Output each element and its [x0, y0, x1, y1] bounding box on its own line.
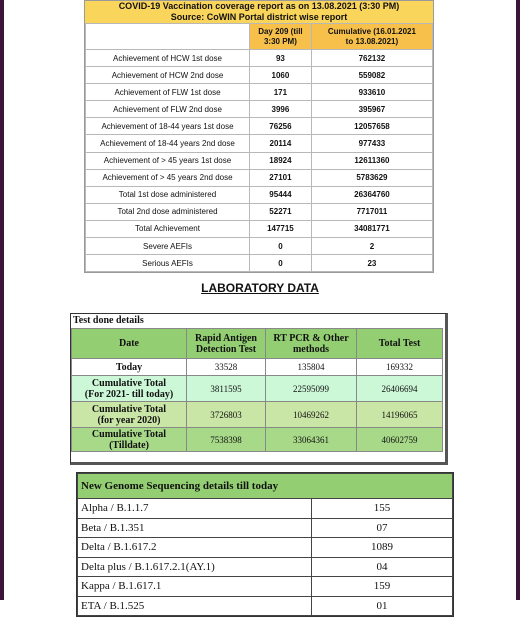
table-row	[78, 577, 453, 597]
row-label: Total Achievement	[86, 220, 250, 237]
vaccination-header-cum-line2: to 13.08.2021)	[345, 36, 399, 46]
table-row	[86, 101, 433, 118]
lab-row-total: 14196065	[357, 402, 443, 428]
vaccination-table	[84, 0, 434, 273]
table-row	[86, 135, 433, 152]
lab-row-rtpcr: 135804	[266, 359, 357, 376]
row-cumulative-value: 2	[311, 238, 432, 255]
row-label: Achievement of HCW 1st dose	[86, 50, 250, 67]
row-cumulative-value: 26364760	[311, 186, 432, 203]
table-row	[86, 186, 433, 203]
row-label: Total 2nd dose administered	[86, 203, 250, 220]
row-label: Total 1st dose administered	[86, 186, 250, 203]
table-row	[78, 557, 453, 577]
lab-row-total: 26406694	[357, 376, 443, 402]
vaccination-header-day	[250, 24, 312, 50]
row-cumulative-value: 762132	[311, 50, 432, 67]
genome-count: 159	[312, 577, 453, 597]
genome-variant: Beta / B.1.351	[78, 518, 312, 538]
lab-header-rapid-line1: Rapid Antigen	[195, 332, 257, 344]
vaccination-title-line1: COVID-19 Vaccination coverage report as on 13.08.2021 (3:30 PM)	[118, 1, 400, 11]
row-cumulative-value: 7717011	[311, 203, 432, 220]
table-row	[72, 376, 443, 402]
genome-title: New Genome Sequencing details till today	[78, 474, 453, 499]
page-border-right	[516, 0, 520, 600]
lab-row-label-line1: Cumulative Total	[91, 428, 167, 440]
genome-table	[76, 472, 454, 617]
table-row	[86, 203, 433, 220]
lab-row-rapid: 3811595	[187, 376, 266, 402]
row-day-value: 52271	[250, 203, 312, 220]
row-day-value: 147715	[250, 220, 312, 237]
row-day-value: 27101	[250, 169, 312, 186]
lab-grid	[71, 328, 443, 452]
row-label: Achievement of HCW 2nd dose	[86, 67, 250, 84]
lab-row-label-line2: (For 2021- till today)	[84, 388, 174, 400]
row-day-value: 171	[250, 84, 312, 101]
lab-header-rtpcr-line1: RT PCR & Other	[273, 332, 349, 344]
page-border-left	[0, 0, 4, 600]
row-day-value: 0	[250, 238, 312, 255]
row-label: Achievement of 18-44 years 2nd dose	[86, 135, 250, 152]
table-row	[86, 255, 433, 272]
vaccination-header-day-line1: Day 209 (till	[258, 26, 303, 36]
row-cumulative-value: 559082	[311, 67, 432, 84]
lab-header-rapid-line2: Detection Test	[195, 343, 257, 355]
table-row	[72, 359, 443, 376]
vaccination-header-row	[86, 24, 433, 50]
table-row	[86, 118, 433, 135]
row-label: Serious AEFIs	[86, 255, 250, 272]
lab-section-title: LABORATORY DATA	[201, 281, 319, 295]
lab-row-label	[72, 359, 187, 376]
genome-variant: Alpha / B.1.1.7	[78, 499, 312, 519]
vaccination-title-line2: Source: CoWIN Portal district wise report	[170, 12, 348, 22]
row-day-value: 18924	[250, 152, 312, 169]
genome-count: 01	[312, 596, 453, 616]
table-row	[72, 402, 443, 428]
row-cumulative-value: 5783629	[311, 169, 432, 186]
table-row	[78, 499, 453, 519]
vaccination-header-cum-line1: Cumulative (16.01.2021	[327, 26, 416, 36]
lab-row-rapid: 3726803	[187, 402, 266, 428]
table-row	[78, 538, 453, 558]
genome-variant: Delta / B.1.617.2	[78, 538, 312, 558]
genome-count: 155	[312, 499, 453, 519]
lab-header-rtpcr	[266, 329, 357, 359]
row-label: Achievement of > 45 years 1st dose	[86, 152, 250, 169]
row-day-value: 95444	[250, 186, 312, 203]
table-row	[86, 84, 433, 101]
lab-row-label-line1: Cumulative Total	[91, 403, 167, 415]
row-label: Achievement of FLW 2nd dose	[86, 101, 250, 118]
row-day-value: 0	[250, 255, 312, 272]
table-row	[86, 152, 433, 169]
row-label: Severe AEFIs	[86, 238, 250, 255]
lab-row-total: 40602759	[357, 428, 443, 452]
lab-row-total: 169332	[357, 359, 443, 376]
vaccination-grid	[85, 23, 433, 272]
lab-header-total: Total Test	[357, 329, 443, 359]
lab-row-rapid: 33528	[187, 359, 266, 376]
lab-row-rapid: 7538398	[187, 428, 266, 452]
lab-row-label	[72, 376, 187, 402]
row-label: Achievement of 18-44 years 1st dose	[86, 118, 250, 135]
row-cumulative-value: 12057658	[311, 118, 432, 135]
row-day-value: 1060	[250, 67, 312, 84]
lab-header-date: Date	[72, 329, 187, 359]
lab-caption: Test done details	[73, 315, 144, 326]
lab-header-row	[72, 329, 443, 359]
row-day-value: 76256	[250, 118, 312, 135]
row-cumulative-value: 933610	[311, 84, 432, 101]
lab-row-rtpcr: 10469262	[266, 402, 357, 428]
lab-row-rtpcr: 22595099	[266, 376, 357, 402]
lab-row-label-line2: (Tilldate)	[109, 439, 149, 451]
genome-count: 1089	[312, 538, 453, 558]
lab-row-label	[72, 428, 187, 452]
vaccination-header-day-line2: 3:30 PM)	[263, 36, 297, 46]
lab-row-label-line1: Today	[115, 361, 143, 373]
table-row	[86, 238, 433, 255]
table-row	[72, 428, 443, 452]
lab-table	[70, 313, 448, 465]
table-row	[78, 518, 453, 538]
genome-count: 07	[312, 518, 453, 538]
row-day-value: 3996	[250, 101, 312, 118]
lab-row-label	[72, 402, 187, 428]
row-day-value: 20114	[250, 135, 312, 152]
genome-variant: ETA / B.1.525	[78, 596, 312, 616]
table-row	[86, 169, 433, 186]
row-cumulative-value: 977433	[311, 135, 432, 152]
row-cumulative-value: 395967	[311, 101, 432, 118]
lab-row-label-line1: Cumulative Total	[91, 377, 167, 389]
table-row	[86, 67, 433, 84]
row-label: Achievement of FLW 1st dose	[86, 84, 250, 101]
vaccination-header-blank	[86, 24, 250, 50]
row-cumulative-value: 12611360	[311, 152, 432, 169]
vaccination-header-cumulative	[311, 24, 432, 50]
table-row	[86, 50, 433, 67]
row-cumulative-value: 34081771	[311, 220, 432, 237]
vaccination-title	[85, 1, 433, 23]
table-row	[86, 220, 433, 237]
lab-header-rtpcr-line2: methods	[292, 343, 330, 355]
row-day-value: 93	[250, 50, 312, 67]
genome-count: 04	[312, 557, 453, 577]
genome-header-row	[78, 474, 453, 499]
lab-row-rtpcr: 33064361	[266, 428, 357, 452]
genome-grid	[77, 473, 453, 616]
row-cumulative-value: 23	[311, 255, 432, 272]
row-label: Achievement of > 45 years 2nd dose	[86, 169, 250, 186]
genome-variant: Delta plus / B.1.617.2.1(AY.1)	[78, 557, 312, 577]
genome-variant: Kappa / B.1.617.1	[78, 577, 312, 597]
lab-row-label-line2: (for year 2020)	[97, 414, 161, 426]
lab-header-rapid	[187, 329, 266, 359]
table-row	[78, 596, 453, 616]
